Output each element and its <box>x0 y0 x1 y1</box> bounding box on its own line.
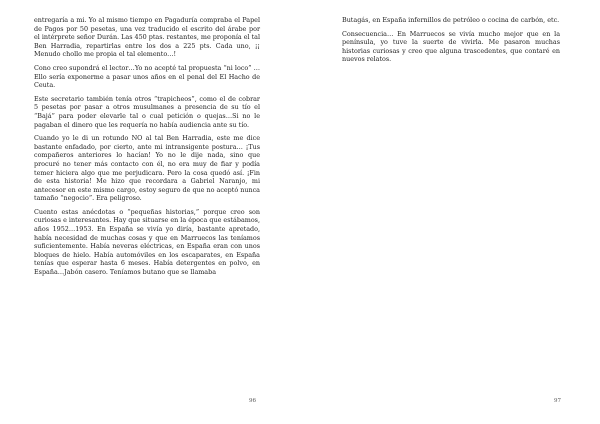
paragraph: Este secretario también tenía otros “trapicheos”, como el de cobrar 5 pesetas por pasar a otros musulmanes a presencia de su tío el “Bajá” para poder elevarle tal o cual petición o quejas…Si no le pagaban el dinero que les requería no había audiencia ante su tío. <box>34 94 260 129</box>
paragraph: Butagás, en España infernillos de petróleo o cocina de carbón, etc. <box>342 16 560 24</box>
paragraph: Cuando yo le di un rotundo NO al tal Ben Harradia, este me dice bastante enfadado, por cierto, ante mi intransigente postura… ¡Tus compañeros anteriores lo hacían! Yo no le dije nada, sino que procuré no tener más contacto con él, no era muy de fiar y podía temer hiciera algo que me perjudicara. Pero la cosa quedó así. ¡Fin de esta historia! Me hizo que recordara a Gabriel Naranjo, mi antecesor en este mismo cargo, estoy seguro de que no aceptó nunca tamaño “negocio”. Era peligroso. <box>34 134 260 203</box>
page-number: 97 <box>554 398 561 404</box>
paragraph: Consecuencia… En Marruecos se vivía mucho mejor que en la península, yo tuve la suerte de vivirla. Me pasaron muchas historias curiosas y creo que alguna trascedentes, que contaré en nuevos relatos. <box>342 29 560 64</box>
right-page-text <box>342 16 560 69</box>
right-page <box>300 0 600 424</box>
paragraph: Cuento estas anécdotas o “pequeñas historias,” porque creo son curiosas e interesantes. Hay que situarse en la época que estábamos, años 1952…1953. En España se vivía yo diría, bastante apretado, había necesidad de muchas cosas y que en Marruecos las teníamos suficientemente. Había neveras eléctricas, en España eran con unos bloques de hielo. Había automóviles en los escaparates, en España tenías que esperar hasta 6 meses. Había detergentes en polvo, en España…Jabón casero. Teníamos butano que se llamaba <box>34 207 260 277</box>
page-number: 96 <box>249 398 256 404</box>
paragraph: Cono creo supondrá el lector…Yo no acepté tal propuesta “ni loco” …Ello sería exponerme a pasar unos años en el penal del El Hacho de Ceuta. <box>34 63 260 90</box>
paragraph: entregaría a mi. Yo al mismo tiempo en Pagaduría compraba el Papel de Pagos por 50 pesetas, una vez traducido el escrito del árabe por el intérprete señor Durán. Las 450 ptas. restantes, me proponía el tal Ben Harradia, repartirlas entre los dos a 225 pts. Cada uno, ¡¡ Menudo chollo me propia el tal elemento…! <box>34 16 260 59</box>
left-page-text <box>34 16 260 282</box>
